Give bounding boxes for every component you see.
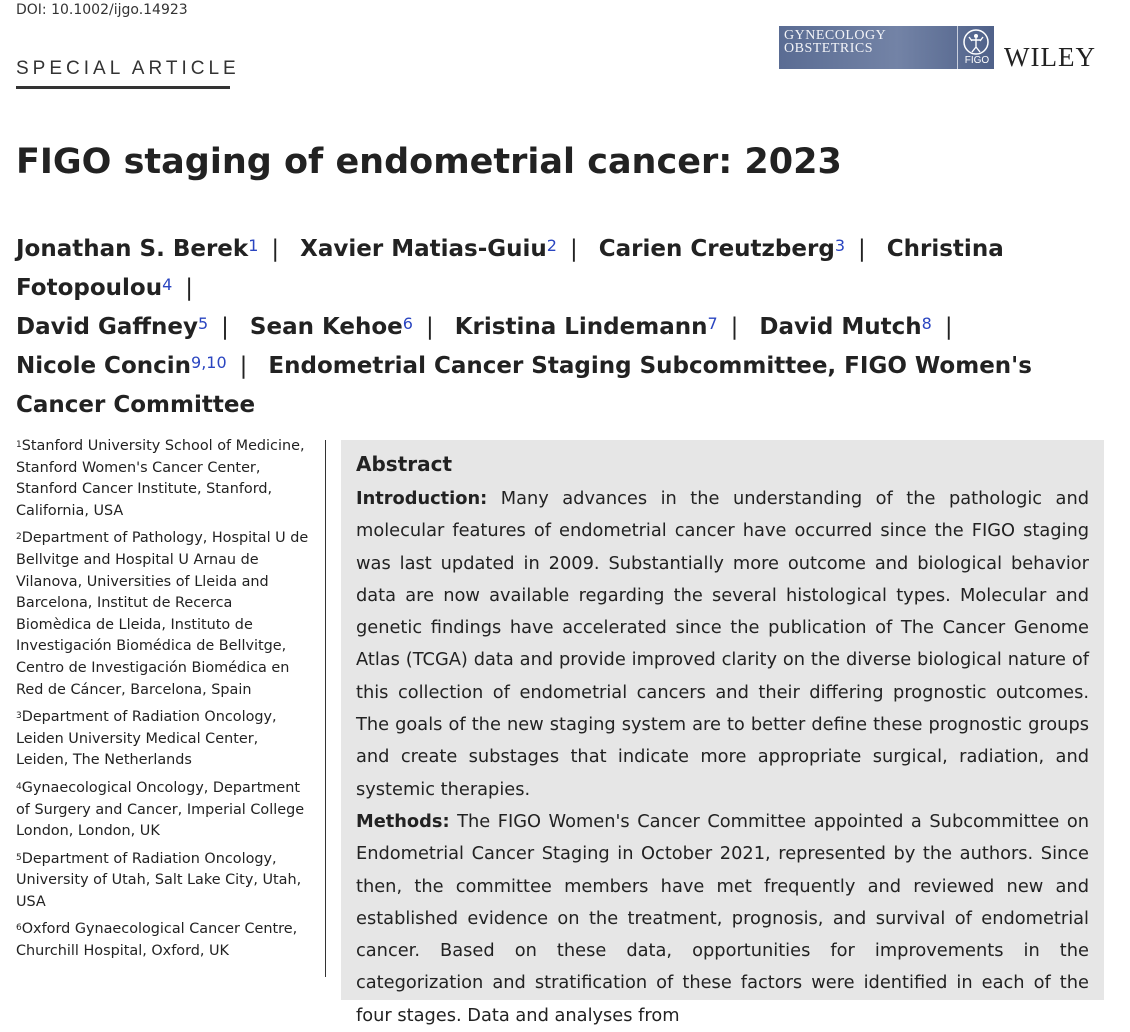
affiliation-text: Department of Radiation Oncology, University of Utah, Salt Lake City, Utah, USA bbox=[16, 850, 302, 910]
author-separator: | bbox=[239, 353, 248, 379]
author-list bbox=[16, 230, 1116, 425]
affiliation bbox=[16, 849, 312, 914]
author-name: Nicole Concin bbox=[16, 353, 192, 379]
author-name: Sean Kehoe bbox=[249, 314, 403, 340]
affiliation bbox=[16, 778, 312, 843]
author-separator: | bbox=[425, 314, 434, 340]
affiliation-ref[interactable]: 7 bbox=[707, 314, 718, 333]
affiliation-number: 5 bbox=[16, 852, 22, 863]
doi-label: DOI: 10.1002/ijgo.14923 bbox=[16, 2, 188, 18]
author-name: Kristina Lindemann bbox=[454, 314, 708, 340]
abstract-box bbox=[341, 440, 1104, 1026]
author[interactable] bbox=[759, 314, 931, 340]
author-separator: | bbox=[858, 236, 866, 262]
affiliation bbox=[16, 436, 312, 522]
author-name: Carien Creutzberg bbox=[598, 236, 835, 262]
author[interactable] bbox=[16, 353, 227, 379]
author-separator: | bbox=[730, 314, 739, 340]
affiliation-ref[interactable]: 8 bbox=[921, 314, 932, 333]
affiliation-text: Stanford University School of Medicine, Stanford Women's Cancer Center, Stanford Cancer Institute, Stanford, California, USA bbox=[16, 438, 305, 519]
author[interactable] bbox=[455, 314, 718, 340]
journal-line-1: GYNECOLOGY bbox=[784, 28, 887, 43]
affiliation-number: 2 bbox=[16, 532, 22, 543]
author-separator: | bbox=[185, 275, 194, 301]
affiliation-ref[interactable]: 1 bbox=[248, 236, 259, 255]
affiliation bbox=[16, 528, 312, 701]
affiliation bbox=[16, 919, 312, 962]
abstract-heading: Abstract bbox=[356, 452, 453, 476]
abstract-methods bbox=[356, 806, 1089, 1032]
group-author[interactable]: Endometrial Cancer Staging Subcommittee, FIGO Women's Cancer Committee bbox=[16, 353, 1032, 418]
affiliation-ref[interactable]: 9,10 bbox=[191, 353, 227, 372]
article-title: FIGO staging of endometrial cancer: 2023 bbox=[16, 142, 842, 182]
author[interactable] bbox=[599, 236, 845, 262]
affiliation-number: 1 bbox=[16, 440, 22, 450]
author-name: Christina Fotopoulou bbox=[16, 236, 1004, 301]
affiliation-text: Department of Pathology, Hospital U de Bellvitge and Hospital U Arnau de Vilanova, Universities of Lleida and Barcelona, Institut de Recerca Biomèdica de Lleida, Instituto de Investigación Biomédica de Bellvitge, Centro de Investigación Biomédica en Red de Cáncer, Barcelona, Spain bbox=[16, 530, 309, 698]
author-separator: | bbox=[569, 236, 578, 262]
section-underline bbox=[16, 86, 230, 89]
affiliation-ref[interactable]: 6 bbox=[402, 314, 413, 333]
publisher-logo[interactable]: WILEY bbox=[1004, 42, 1096, 72]
figo-logo-text: FIGO bbox=[964, 55, 990, 66]
affiliation bbox=[16, 707, 312, 772]
author[interactable] bbox=[250, 314, 413, 340]
affiliation-number: 3 bbox=[16, 711, 22, 722]
journal-line-2: OBSTETRICS bbox=[784, 41, 874, 56]
logo-divider bbox=[957, 26, 958, 69]
author-separator: | bbox=[221, 314, 229, 340]
figo-emblem-icon bbox=[962, 28, 990, 56]
author[interactable] bbox=[300, 236, 557, 262]
intro-text: Many advances in the understanding of the pathologic and molecular features of endometrial cancer have occurred since the FIGO staging was last updated in 2009. Substantially more outcome and biological behavior data are now available regarding the several histological types. Molecular and genetic findings have accelerated since the publication of The Cancer Genome Atlas (TCGA) data and provide improved clarity on the diverse biological nature of this collection of endometrial cancers and their differing prognostic outcomes. The goals of the new staging system are to better define these prognostic groups and create substages that indicate more appropriate surgical, radiation, and systemic therapies. bbox=[356, 488, 1089, 800]
affiliation-list bbox=[16, 436, 312, 969]
affiliation-ref[interactable]: 5 bbox=[197, 314, 209, 333]
author[interactable] bbox=[16, 236, 258, 262]
author-name: David Mutch bbox=[759, 314, 922, 340]
affiliation-text: Oxford Gynaecological Cancer Centre, Churchill Hospital, Oxford, UK bbox=[16, 921, 298, 960]
affiliation-ref[interactable]: 3 bbox=[834, 236, 845, 255]
affiliation-text: Gynaecological Oncology, Department of Surgery and Cancer, Imperial College London, London, UK bbox=[16, 779, 305, 840]
affiliation-ref[interactable]: 2 bbox=[546, 236, 557, 255]
section-label: SPECIAL ARTICLE bbox=[16, 58, 240, 79]
affiliation-text: Department of Radiation Oncology, Leiden University Medical Center, Leiden, The Netherlands bbox=[16, 709, 277, 769]
abstract-body bbox=[356, 483, 1089, 1032]
affiliation-number: 4 bbox=[16, 781, 22, 792]
intro-label: Introduction: bbox=[356, 488, 488, 509]
journal-logo-text bbox=[784, 29, 886, 55]
author-separator: | bbox=[944, 314, 953, 340]
author-separator: | bbox=[271, 236, 280, 262]
column-divider bbox=[325, 440, 326, 977]
abstract-introduction bbox=[356, 483, 1089, 806]
methods-text: The FIGO Women's Cancer Committee appointed a Subcommittee on Endometrial Cancer Staging in October 2021, represented by the authors. Since then, the committee members have met frequently and reviewed new and established evidence on the treatment, prognosis, and survival of endometrial cancer. Based on these data, opportunities for improvements in the categorization and stratification of these factors were identified in each of the four stages. Data and analyses from bbox=[356, 810, 1089, 1026]
author-name: Jonathan S. Berek bbox=[16, 236, 249, 262]
journal-logo[interactable] bbox=[779, 26, 994, 69]
affiliation-number: 6 bbox=[16, 923, 22, 934]
author[interactable] bbox=[16, 314, 208, 340]
author-name: Xavier Matias-Guiu bbox=[300, 236, 547, 262]
author-name: David Gaffney bbox=[16, 314, 198, 340]
methods-label: Methods: bbox=[356, 810, 450, 832]
affiliation-ref[interactable]: 4 bbox=[162, 275, 173, 294]
